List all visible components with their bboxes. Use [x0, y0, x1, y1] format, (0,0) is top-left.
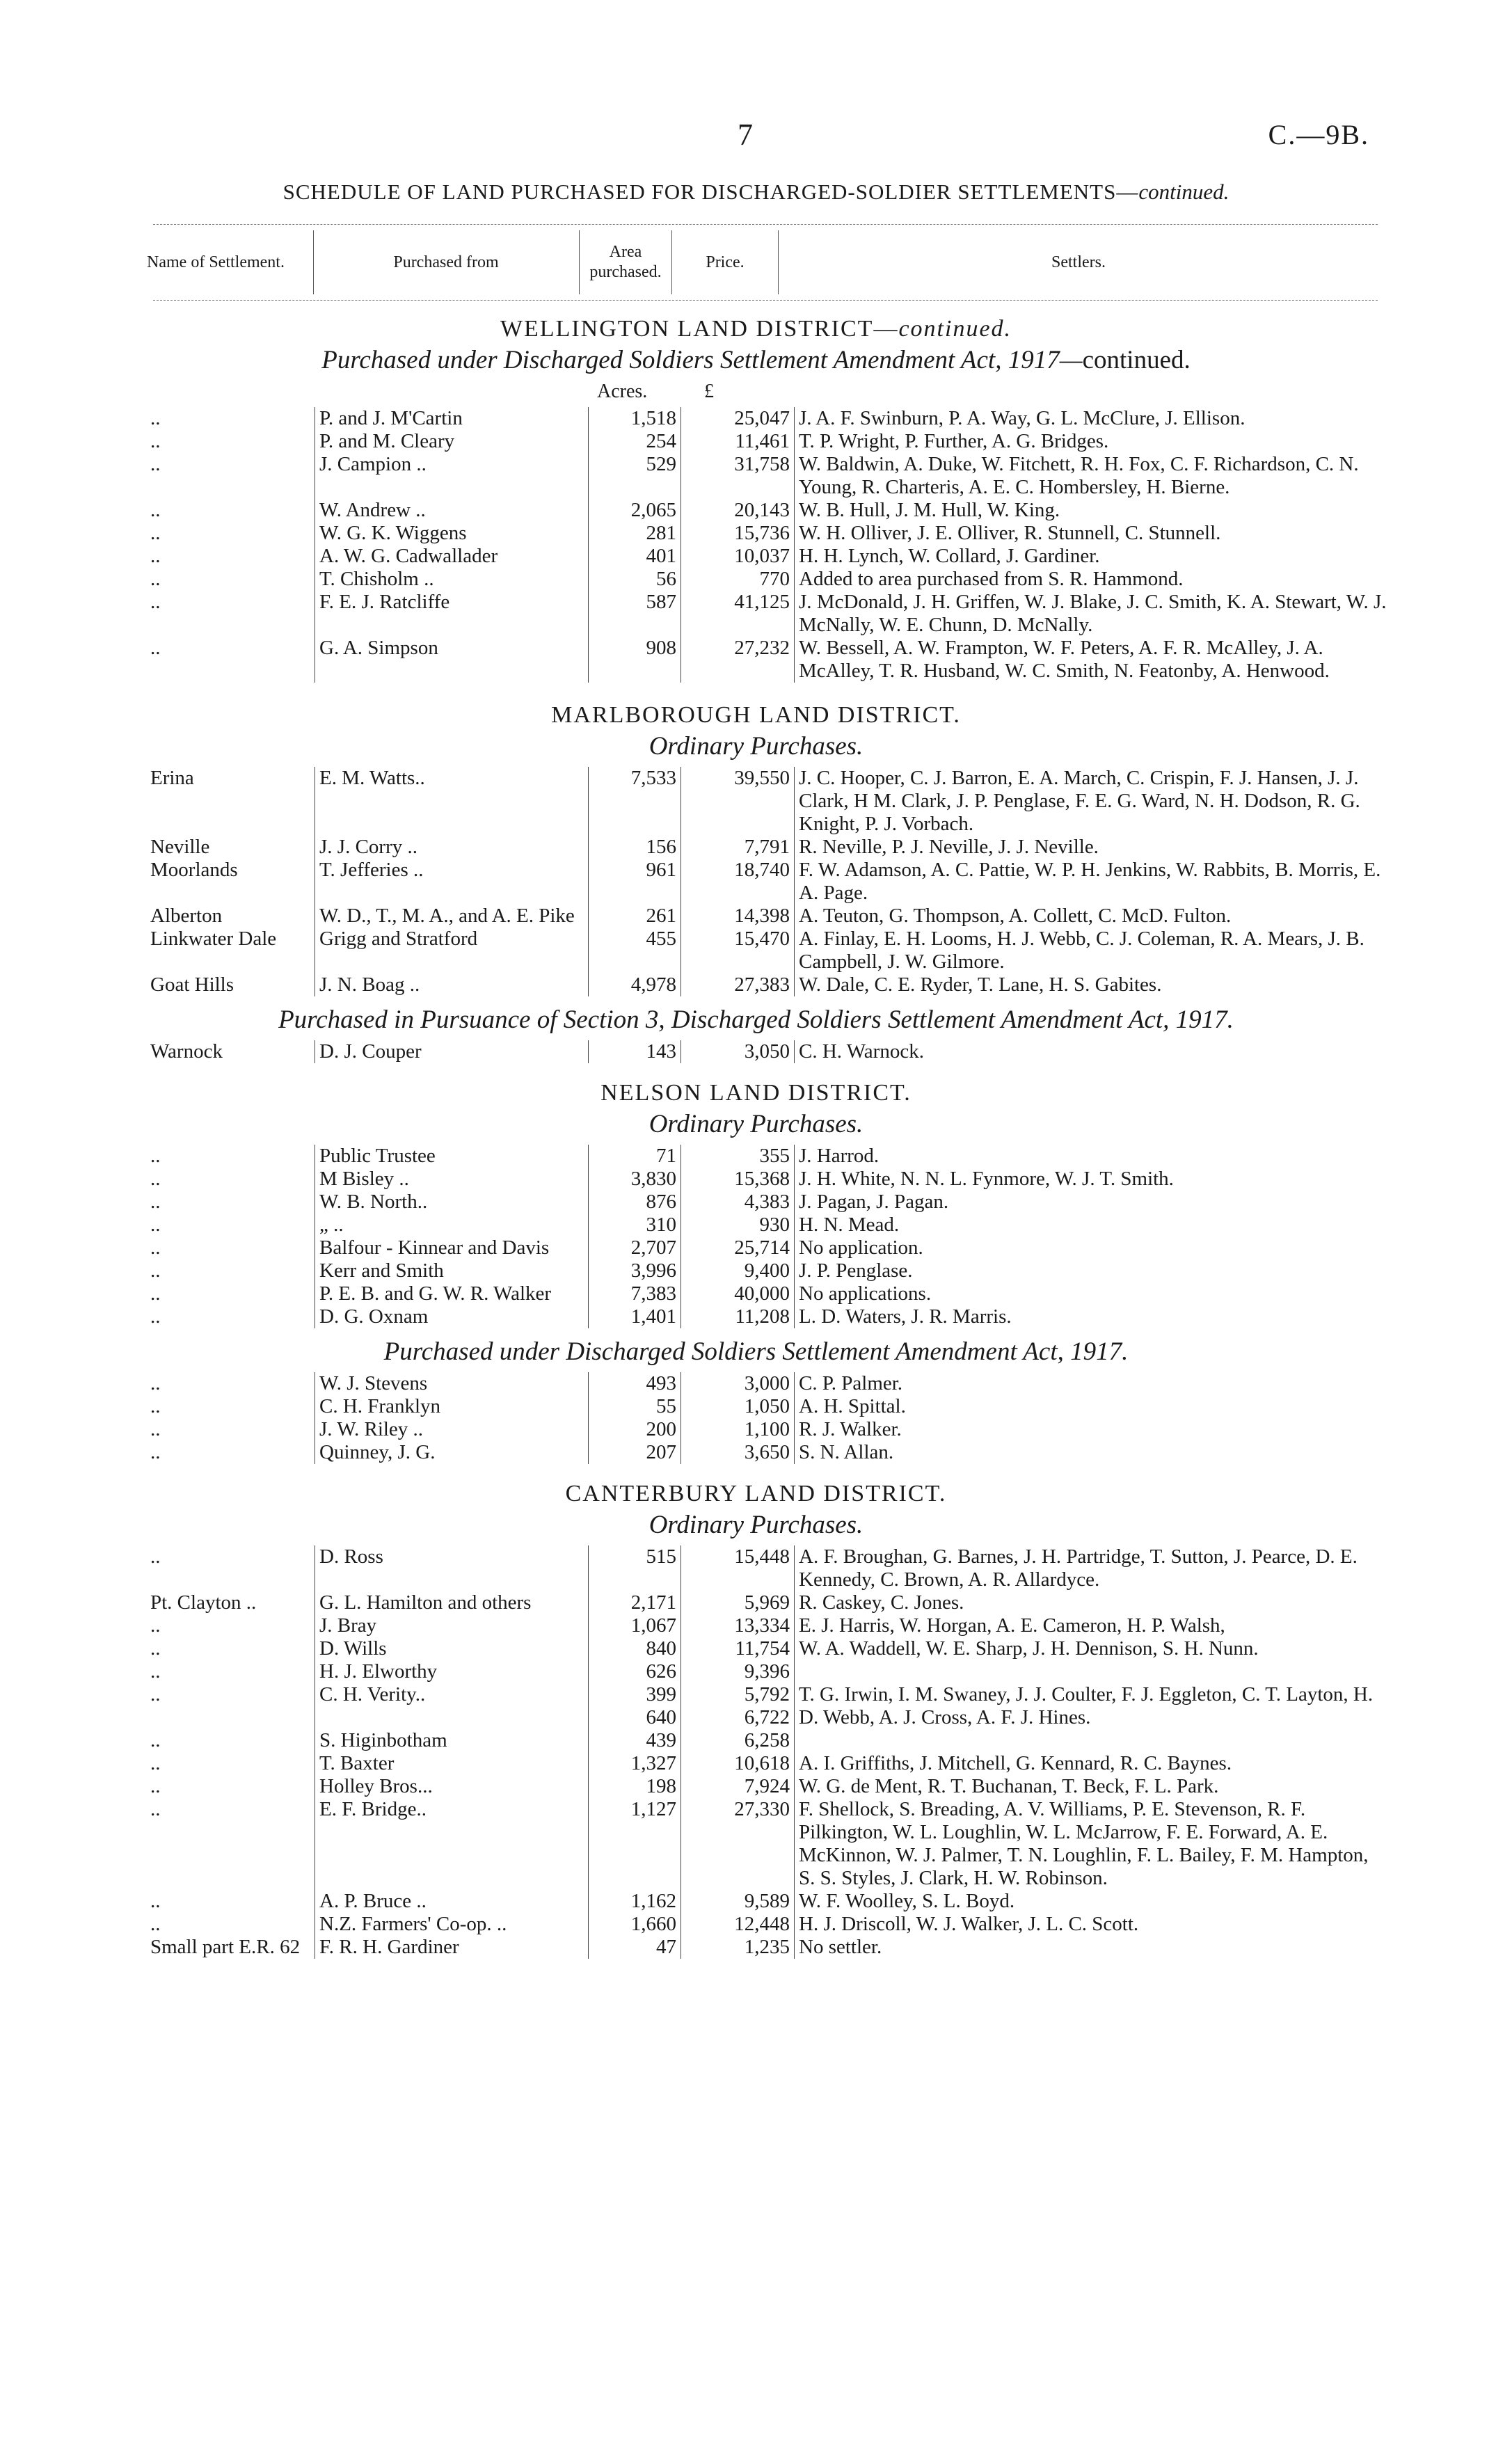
price-cell: 25,714 — [734, 1237, 790, 1259]
settlers-cell: J. C. Hooper, C. J. Barron, E. A. March, C. Crispin, F. J. Hansen, J. J. Clark, H M. Clark, J. P. Penglase, F. E. G. Ward, N. H. Dodson, R. G. Knight, P. J. Vorbach. — [795, 767, 1392, 836]
settlement-cell: .. — [150, 522, 161, 544]
settlers-cell: J. Pagan, J. Pagan. — [795, 1191, 1392, 1214]
settlers-cell: W. G. de Ment, R. T. Buchanan, T. Beck, F. L. Park. — [795, 1775, 1392, 1798]
price-cell: 11,208 — [735, 1305, 790, 1328]
from-cell: A. P. Bruce .. — [315, 1890, 589, 1913]
from-cell: A. W. G. Cadwallader — [315, 545, 589, 568]
acres-cell: 908 — [589, 637, 681, 683]
from-cell: P. E. B. and G. W. R. Walker — [315, 1282, 589, 1305]
price-cell: 39,550 — [734, 767, 790, 789]
col-settlers-header: Settlers. — [1051, 253, 1106, 271]
from-cell: D. Wills — [315, 1637, 589, 1660]
table-row — [146, 1936, 1392, 1959]
marlborough-section3-table — [146, 1040, 1392, 1063]
settlement-cell: .. — [150, 1683, 161, 1705]
settlers-cell: No application. — [795, 1237, 1392, 1259]
settlers-cell: T. P. Wright, P. Further, A. G. Bridges. — [795, 430, 1392, 453]
acres-cell: 7,533 — [589, 767, 681, 836]
subheading-nelson-ordinary: Ordinary Purchases. — [648, 1110, 864, 1138]
wellington-table — [146, 407, 1392, 683]
table-row — [146, 859, 1392, 905]
table-row — [146, 1395, 1392, 1418]
table-row — [146, 1372, 1392, 1395]
settlement-cell: .. — [150, 568, 161, 590]
from-cell: J. Bray — [315, 1614, 589, 1637]
document-reference: C.—9B. — [1268, 119, 1369, 150]
table-row — [146, 905, 1392, 928]
acres-cell: 156 — [589, 836, 681, 859]
price-cell: 27,330 — [734, 1798, 790, 1820]
price-cell: 15,736 — [734, 522, 790, 544]
settlers-cell: J. H. White, N. N. L. Fynmore, W. J. T. Smith. — [795, 1168, 1392, 1191]
price-cell: 1,235 — [744, 1936, 790, 1958]
acres-cell: 493 — [589, 1372, 681, 1395]
price-cell: 9,589 — [744, 1890, 790, 1912]
table-row — [146, 1168, 1392, 1191]
price-cell: 10,037 — [734, 545, 790, 567]
marlborough-table — [146, 767, 1392, 996]
acres-cell: 1,660 — [589, 1913, 681, 1936]
acres-cell: 4,978 — [589, 973, 681, 996]
from-cell: P. and J. M'Cartin — [315, 407, 589, 430]
from-cell: P. and M. Cleary — [315, 430, 589, 453]
from-cell: J. N. Boag .. — [315, 973, 589, 996]
settlers-cell: A. Finlay, E. H. Looms, H. J. Webb, C. J. Coleman, R. A. Mears, J. B. Campbell, J. W. Gilmore. — [795, 928, 1392, 973]
schedule-title: SCHEDULE OF LAND PURCHASED FOR DISCHARGED-SOLDIER SETTLEMENTS—continued. — [282, 180, 1230, 204]
settlers-cell: W. Dale, C. E. Ryder, T. Lane, H. S. Gabites. — [795, 973, 1392, 996]
settlers-cell: H. H. Lynch, W. Collard, J. Gardiner. — [795, 545, 1392, 568]
acres-cell: 2,707 — [589, 1237, 681, 1259]
price-cell: 25,047 — [734, 407, 790, 429]
table-row — [146, 1890, 1392, 1913]
settlement-cell: Goat Hills — [150, 973, 234, 996]
from-cell: M Bisley .. — [315, 1168, 589, 1191]
subheading-marlborough-section3: Purchased in Pursuance of Section 3, Discharged Soldiers Settlement Amendment Act, 1917. — [278, 1005, 1234, 1034]
settlement-cell: .. — [150, 1237, 161, 1259]
acres-cell: 640 — [589, 1706, 681, 1729]
col-settlement-header: Name of Settlement. — [147, 253, 285, 271]
settlement-cell: .. — [150, 1729, 161, 1751]
settlement-cell: .. — [150, 1890, 161, 1912]
settlement-cell: Erina — [150, 767, 194, 789]
settlement-cell: .. — [150, 1214, 161, 1236]
settlement-cell: Neville — [150, 836, 210, 858]
settlers-cell: E. J. Harris, W. Horgan, A. E. Cameron, H. P. Walsh, — [795, 1614, 1392, 1637]
price-cell: 9,396 — [744, 1660, 790, 1683]
from-cell: F. R. H. Gardiner — [315, 1936, 589, 1959]
settlement-cell: .. — [150, 637, 161, 659]
from-cell: W. J. Stevens — [315, 1372, 589, 1395]
acres-cell: 1,162 — [589, 1890, 681, 1913]
table-row — [146, 1913, 1392, 1936]
price-cell: 770 — [759, 568, 790, 590]
settlement-cell: Warnock — [150, 1040, 223, 1063]
acres-cell: 529 — [589, 453, 681, 499]
acres-cell: 3,830 — [589, 1168, 681, 1191]
from-cell: T. Chisholm .. — [315, 568, 589, 591]
settlement-cell: .. — [150, 1372, 161, 1394]
price-cell: 15,368 — [734, 1168, 790, 1190]
settlers-cell: C. H. Warnock. — [795, 1040, 1392, 1063]
acres-cell: 1,518 — [589, 407, 681, 430]
from-cell: G. L. Hamilton and others — [315, 1591, 589, 1614]
settlement-cell: .. — [150, 1305, 161, 1328]
table-row — [146, 928, 1392, 973]
settlement-cell: .. — [150, 1913, 161, 1935]
table-row — [146, 637, 1392, 683]
acres-cell: 1,127 — [589, 1798, 681, 1890]
nelson-table — [146, 1145, 1392, 1328]
settlement-cell: .. — [150, 453, 161, 475]
acres-cell: 455 — [589, 928, 681, 973]
settlement-cell: .. — [150, 1660, 161, 1683]
settlement-cell: Pt. Clayton .. — [150, 1591, 257, 1614]
price-cell: 930 — [759, 1214, 790, 1236]
acres-cell: 2,171 — [589, 1591, 681, 1614]
settlers-cell: J. A. F. Swinburn, P. A. Way, G. L. McClure, J. Ellison. — [795, 407, 1392, 430]
column-header-row — [147, 224, 1378, 301]
settlers-cell: R. Neville, P. J. Neville, J. J. Neville. — [795, 836, 1392, 859]
subheading-wellington-amendment: Purchased under Discharged Soldiers Settlement Amendment Act, 1917—continued. — [321, 346, 1191, 374]
settlement-cell: .. — [150, 1775, 161, 1797]
unit-price: £ — [704, 381, 714, 402]
settlement-cell: .. — [150, 1145, 161, 1167]
price-cell: 12,448 — [734, 1913, 790, 1935]
acres-cell: 876 — [589, 1191, 681, 1214]
from-cell: T. Baxter — [315, 1752, 589, 1775]
acres-cell: 47 — [589, 1936, 681, 1959]
from-cell: Public Trustee — [315, 1145, 589, 1168]
page-number: 7 — [738, 118, 753, 152]
settlement-cell: .. — [150, 1395, 161, 1417]
table-row — [146, 430, 1392, 453]
from-cell: Kerr and Smith — [315, 1259, 589, 1282]
settlement-cell: .. — [150, 1752, 161, 1774]
settlement-cell: .. — [150, 1282, 161, 1305]
acres-cell: 71 — [589, 1145, 681, 1168]
settlement-cell: Moorlands — [150, 859, 238, 881]
acres-cell: 961 — [589, 859, 681, 905]
settlement-cell: .. — [150, 1614, 161, 1637]
price-cell: 4,383 — [744, 1191, 790, 1213]
price-cell: 13,334 — [734, 1614, 790, 1637]
settlers-cell: A. H. Spittal. — [795, 1395, 1392, 1418]
table-row — [146, 1237, 1392, 1259]
settlers-cell: C. P. Palmer. — [795, 1372, 1392, 1395]
acres-cell: 56 — [589, 568, 681, 591]
table-row — [146, 499, 1392, 522]
settlers-cell: W. Baldwin, A. Duke, W. Fitchett, R. H. Fox, C. F. Richardson, C. N. Young, R. Charteris, A. E. C. Hombersley, H. Bierne. — [795, 453, 1392, 499]
district-heading-nelson: NELSON LAND DISTRICT. — [600, 1080, 912, 1106]
table-row — [146, 1660, 1392, 1683]
table-row — [146, 453, 1392, 499]
settlement-cell — [146, 1706, 315, 1729]
table-row — [146, 836, 1392, 859]
settlers-cell: J. Harrod. — [795, 1145, 1392, 1168]
settlement-cell: .. — [150, 545, 161, 567]
price-cell: 7,791 — [744, 836, 790, 858]
acres-cell: 1,327 — [589, 1752, 681, 1775]
settlers-cell: Added to area purchased from S. R. Hammond. — [795, 568, 1392, 591]
price-cell: 41,125 — [734, 591, 790, 613]
table-row — [146, 1798, 1392, 1890]
from-cell: W. D., T., M. A., and A. E. Pike — [315, 905, 589, 928]
settlement-cell: .. — [150, 430, 161, 452]
price-cell: 15,448 — [734, 1545, 790, 1568]
table-row — [146, 591, 1392, 637]
from-cell: J. J. Corry .. — [315, 836, 589, 859]
settlers-cell: R. J. Walker. — [795, 1418, 1392, 1441]
settlement-cell: .. — [150, 1418, 161, 1440]
acres-cell: 55 — [589, 1395, 681, 1418]
from-cell: D. Ross — [315, 1545, 589, 1591]
from-cell: Holley Bros... — [315, 1775, 589, 1798]
table-row — [146, 1637, 1392, 1660]
price-cell: 11,461 — [735, 430, 790, 452]
table-row — [146, 568, 1392, 591]
subheading-canterbury-ordinary: Ordinary Purchases. — [648, 1511, 864, 1539]
acres-cell: 254 — [589, 430, 681, 453]
settlement-cell: Small part E.R. 62 — [150, 1936, 301, 1958]
acres-cell: 261 — [589, 905, 681, 928]
price-cell: 3,650 — [744, 1441, 790, 1463]
unit-acres: Acres. — [597, 381, 648, 402]
acres-cell: 399 — [589, 1683, 681, 1706]
settlers-cell: H. N. Mead. — [795, 1214, 1392, 1237]
subheading-marlborough-ordinary: Ordinary Purchases. — [648, 732, 864, 761]
table-row — [146, 407, 1392, 430]
settlers-cell: L. D. Waters, J. R. Marris. — [795, 1305, 1392, 1328]
table-row — [146, 1418, 1392, 1441]
price-cell: 1,100 — [744, 1418, 790, 1440]
subheading-nelson-amendment: Purchased under Discharged Soldiers Settlement Amendment Act, 1917. — [383, 1337, 1129, 1366]
settlers-cell: H. J. Driscoll, W. J. Walker, J. L. C. Scott. — [795, 1913, 1392, 1936]
price-cell: 20,143 — [734, 499, 790, 521]
price-cell: 15,470 — [734, 928, 790, 950]
acres-cell: 1,067 — [589, 1614, 681, 1637]
acres-cell: 310 — [589, 1214, 681, 1237]
settlement-cell: .. — [150, 407, 161, 429]
from-cell: E. F. Bridge.. — [315, 1798, 589, 1890]
from-cell: W. B. North.. — [315, 1191, 589, 1214]
table-row — [146, 1591, 1392, 1614]
price-cell: 7,924 — [744, 1775, 790, 1797]
from-cell: C. H. Franklyn — [315, 1395, 589, 1418]
settlement-cell: .. — [150, 1191, 161, 1213]
price-cell: 3,000 — [744, 1372, 790, 1394]
price-cell: 3,050 — [744, 1040, 790, 1063]
table-row — [146, 1752, 1392, 1775]
settlers-cell: R. Caskey, C. Jones. — [795, 1591, 1392, 1614]
settlement-cell: .. — [150, 1545, 161, 1568]
table-row — [146, 1614, 1392, 1637]
acres-cell: 587 — [589, 591, 681, 637]
from-cell: E. M. Watts.. — [315, 767, 589, 836]
units-row — [0, 381, 1512, 407]
price-cell: 11,754 — [735, 1637, 790, 1660]
district-heading-canterbury: CANTERBURY LAND DISTRICT. — [565, 1481, 947, 1506]
settlement-cell: .. — [150, 1441, 161, 1463]
acres-cell: 200 — [589, 1418, 681, 1441]
price-cell: 9,400 — [744, 1259, 790, 1282]
table-row — [146, 545, 1392, 568]
settlers-cell: A. I. Griffiths, J. Mitchell, G. Kennard, R. C. Baynes. — [795, 1752, 1392, 1775]
acres-cell: 198 — [589, 1775, 681, 1798]
price-cell: 18,740 — [734, 859, 790, 881]
from-cell: Quinney, J. G. — [315, 1441, 589, 1464]
price-cell: 27,232 — [734, 637, 790, 659]
acres-cell: 1,401 — [589, 1305, 681, 1328]
nelson-amendment-table — [146, 1372, 1392, 1464]
from-cell: D. G. Oxnam — [315, 1305, 589, 1328]
from-cell: F. E. J. Ratcliffe — [315, 591, 589, 637]
table-row — [146, 1191, 1392, 1214]
table-row — [146, 767, 1392, 836]
settlement-cell: .. — [150, 1259, 161, 1282]
from-cell: „ .. — [315, 1214, 589, 1237]
settlers-cell: W. H. Olliver, J. E. Olliver, R. Stunnell, C. Stunnell. — [795, 522, 1392, 545]
price-cell: 31,758 — [734, 453, 790, 475]
table-row — [146, 973, 1392, 996]
from-cell: N.Z. Farmers' Co-op. .. — [315, 1913, 589, 1936]
settlement-cell: .. — [150, 499, 161, 521]
price-cell: 14,398 — [734, 905, 790, 927]
from-cell: J. Campion .. — [315, 453, 589, 499]
settlers-cell: W. A. Waddell, W. E. Sharp, J. H. Dennison, S. H. Nunn. — [795, 1637, 1392, 1660]
table-row — [146, 522, 1392, 545]
settlers-cell: W. F. Woolley, S. L. Boyd. — [795, 1890, 1392, 1913]
acres-cell: 7,383 — [589, 1282, 681, 1305]
settlement-cell: .. — [150, 1798, 161, 1820]
settlement-cell: Linkwater Dale — [150, 928, 277, 950]
table-row — [146, 1545, 1392, 1591]
settlers-cell: W. B. Hull, J. M. Hull, W. King. — [795, 499, 1392, 522]
table-row — [146, 1040, 1392, 1063]
acres-cell: 515 — [589, 1545, 681, 1591]
settlement-cell: Alberton — [150, 905, 223, 927]
settlers-cell: J. P. Penglase. — [795, 1259, 1392, 1282]
price-cell: 6,258 — [744, 1729, 790, 1751]
acres-cell: 439 — [589, 1729, 681, 1752]
price-cell: 40,000 — [734, 1282, 790, 1305]
table-row — [146, 1305, 1392, 1328]
from-cell: G. A. Simpson — [315, 637, 589, 683]
acres-cell: 626 — [589, 1660, 681, 1683]
acres-cell: 401 — [589, 545, 681, 568]
settlers-cell: J. McDonald, J. H. Griffen, W. J. Blake, J. C. Smith, K. A. Stewart, W. J. McNally, W. E. Chunn, D. McNally. — [795, 591, 1392, 637]
settlers-cell: F. Shellock, S. Breading, A. V. Williams, P. E. Stevenson, R. F. Pilkington, W. L. Loughlin, W. L. McJarrow, F. E. Forward, A. E. McKinnon, W. J. Palmer, T. N. Loughlin, F. L. Bailey, F. M. Hampton, S. S. Styles, J. Clark, H. W. Robinson. — [795, 1798, 1392, 1890]
settlers-cell: S. N. Allan. — [795, 1441, 1392, 1464]
price-cell: 5,792 — [744, 1683, 790, 1705]
acres-cell: 840 — [589, 1637, 681, 1660]
from-cell: S. Higinbotham — [315, 1729, 589, 1752]
settlers-cell: A. Teuton, G. Thompson, A. Collett, C. McD. Fulton. — [795, 905, 1392, 928]
from-cell — [315, 1706, 589, 1729]
settlers-cell: W. Bessell, A. W. Frampton, W. F. Peters, A. F. R. McAlley, J. A. McAlley, T. R. Husband, W. C. Smith, N. Featonby, A. Henwood. — [795, 637, 1392, 683]
price-cell: 1,050 — [744, 1395, 790, 1417]
col-area-header: Area purchased. — [589, 243, 662, 281]
price-cell: 10,618 — [734, 1752, 790, 1774]
district-heading-wellington: WELLINGTON LAND DISTRICT—continued. — [500, 316, 1012, 342]
acres-cell: 2,065 — [589, 499, 681, 522]
settlement-cell: .. — [150, 1168, 161, 1190]
schedule-body — [0, 306, 1512, 1959]
settlers-cell: No applications. — [795, 1282, 1392, 1305]
acres-cell: 143 — [589, 1040, 681, 1063]
from-cell: W. G. K. Wiggens — [315, 522, 589, 545]
canterbury-table — [146, 1545, 1392, 1959]
from-cell: Grigg and Stratford — [315, 928, 589, 973]
settlement-cell: .. — [150, 1637, 161, 1660]
from-cell: J. W. Riley .. — [315, 1418, 589, 1441]
table-row — [146, 1214, 1392, 1237]
price-cell: 6,722 — [744, 1706, 790, 1728]
table-row — [146, 1282, 1392, 1305]
table-row — [146, 1259, 1392, 1282]
from-cell: H. J. Elworthy — [315, 1660, 589, 1683]
price-cell: 355 — [759, 1145, 790, 1167]
table-row — [146, 1441, 1392, 1464]
from-cell: C. H. Verity.. — [315, 1683, 589, 1706]
from-cell: T. Jefferies .. — [315, 859, 589, 905]
col-price-header: Price. — [706, 253, 745, 271]
price-cell: 5,969 — [744, 1591, 790, 1614]
settlers-cell-grouped: T. G. Irwin, I. M. Swaney, J. J. Coulter, F. J. Eggleton, C. T. Layton, H. D. Webb, A. J. Cross, A. F. J. Hines. — [795, 1660, 1392, 1752]
acres-cell: 3,996 — [589, 1259, 681, 1282]
settlement-cell: .. — [150, 591, 161, 613]
acres-cell: 281 — [589, 522, 681, 545]
acres-cell: 207 — [589, 1441, 681, 1464]
col-from-header: Purchased from — [393, 253, 499, 271]
settlers-cell: A. F. Broughan, G. Barnes, J. H. Partridge, T. Sutton, J. Pearce, D. E. Kennedy, C. Brown, A. R. Allardyce. — [795, 1545, 1392, 1591]
table-row — [146, 1775, 1392, 1798]
from-cell: Balfour - Kinnear and Davis — [315, 1237, 589, 1259]
from-cell: D. J. Couper — [315, 1040, 589, 1063]
settlers-cell: F. W. Adamson, A. C. Pattie, W. P. H. Jenkins, W. Rabbits, B. Morris, E. A. Page. — [795, 859, 1392, 905]
settlers-cell: No settler. — [795, 1936, 1392, 1959]
price-cell: 27,383 — [734, 973, 790, 996]
table-row — [146, 1145, 1392, 1168]
district-heading-marlborough: MARLBOROUGH LAND DISTRICT. — [551, 702, 961, 728]
from-cell: W. Andrew .. — [315, 499, 589, 522]
